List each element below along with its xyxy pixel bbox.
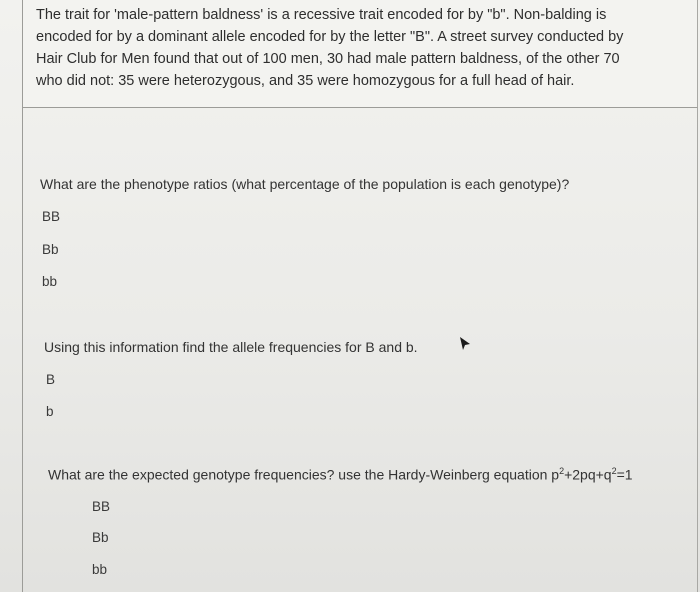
question-text: What are the expected genotype frequencies? use the Hardy-Weinberg equation p — [48, 466, 560, 483]
equation-end: =1 — [616, 466, 633, 483]
option-BB-phenotype[interactable]: BB — [42, 209, 61, 224]
question-genotype-frequencies — [48, 466, 633, 483]
option-Bb-phenotype[interactable]: Bb — [42, 242, 59, 257]
equation-middle: +2pq+q — [564, 466, 612, 483]
option-Bb-expected[interactable]: Bb — [92, 530, 109, 545]
intro-text: The trait for 'male-pattern baldness' is a recessive trait encoded for by "b". Non-balding is encoded for by a dominant allele encoded for by the letter "B". A street survey conducted by Hair Club for Men found that out of 100 men, 30 had male pattern baldness, of the other 70 who did not: 35 were heterozygous, and 35 were homozygous for a full head of hair. — [36, 7, 624, 89]
mouse-pointer-icon — [458, 336, 472, 352]
option-bb-phenotype[interactable]: bb — [42, 274, 58, 289]
question-phenotype-ratios: What are the phenotype ratios (what percentage of the population is each genotype)? — [40, 176, 570, 192]
option-bb-expected[interactable]: bb — [92, 562, 108, 577]
option-b-allele[interactable]: b — [46, 404, 54, 419]
option-B-allele[interactable]: B — [46, 372, 56, 387]
exponent: 2 — [559, 466, 565, 476]
option-BB-expected[interactable]: BB — [92, 499, 111, 514]
question-allele-frequencies: Using this information find the allele frequencies for B and b. — [44, 339, 418, 355]
exponent: 2 — [611, 466, 617, 476]
